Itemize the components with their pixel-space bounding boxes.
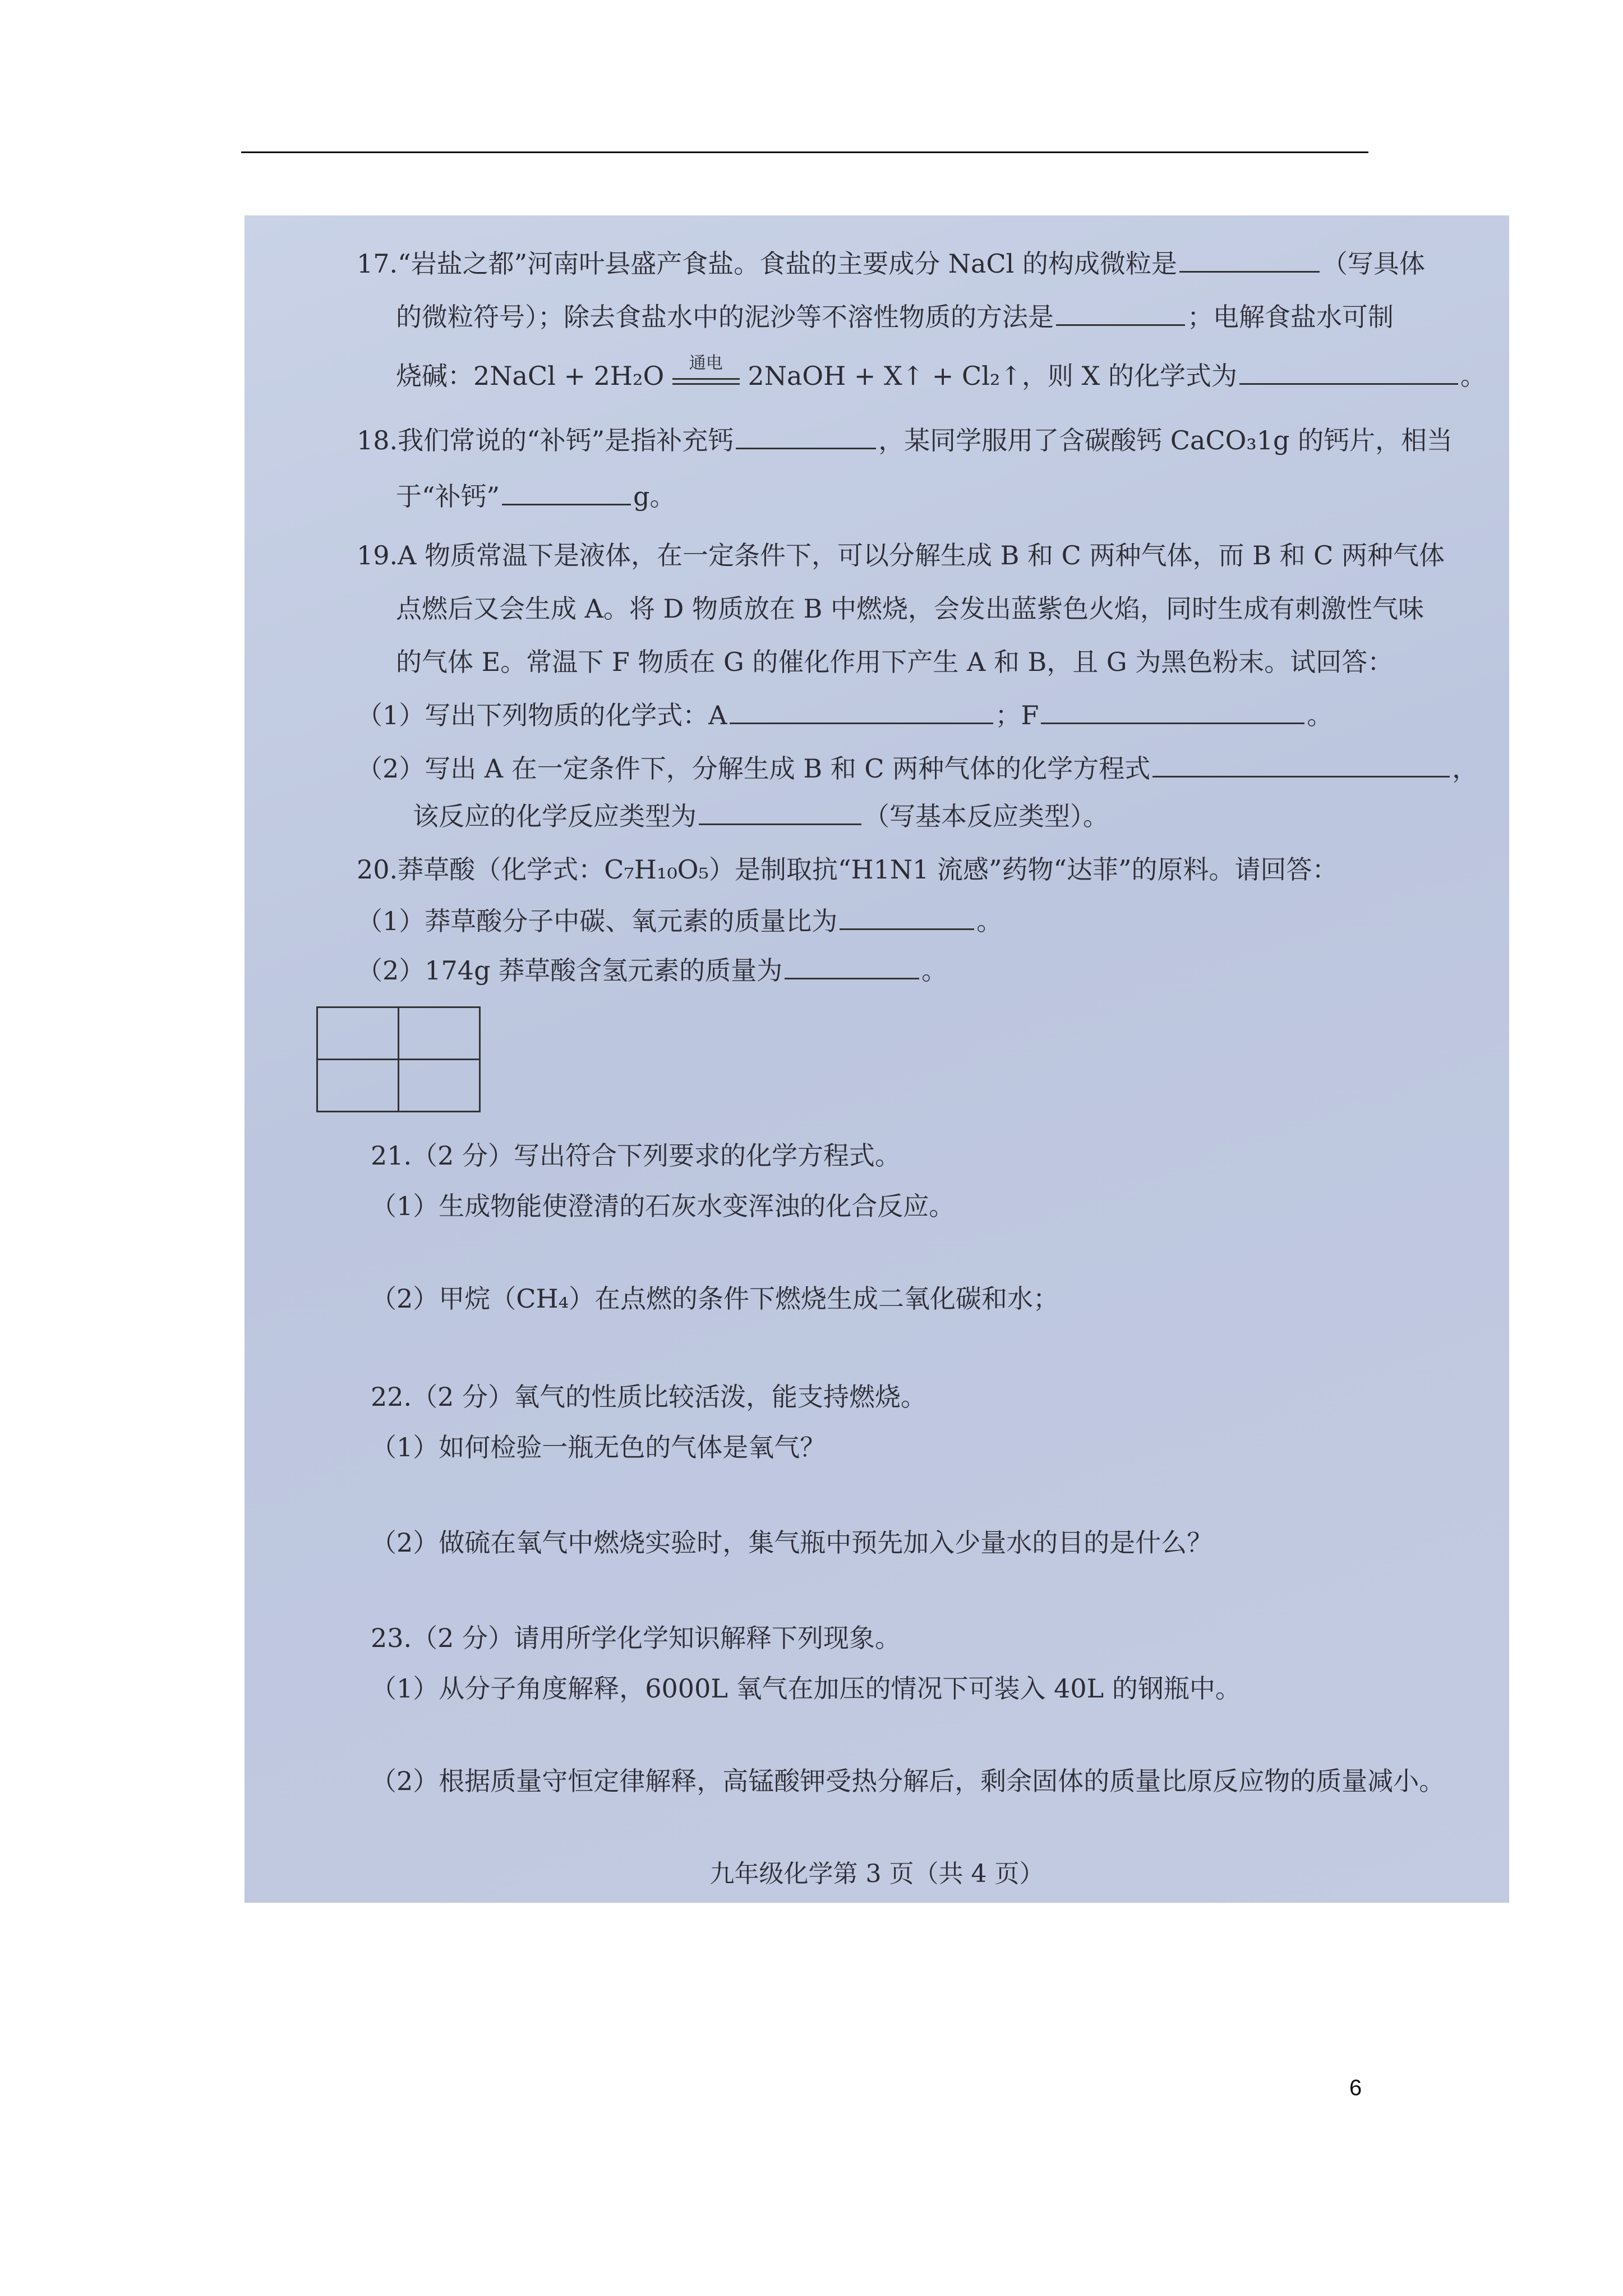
q19-text: （2）写出 A 在一定条件下，分解生成 B 和 C 两种气体的化学方程式 <box>357 753 1151 784</box>
answer-blank[interactable] <box>699 801 861 825</box>
q19-sub2-line2 <box>413 796 1109 833</box>
q19-text: 。 <box>1307 700 1333 730</box>
q22-sub1: （1）如何检验一瓶无色的气体是氧气？ <box>371 1432 826 1462</box>
q18-line2 <box>396 476 676 513</box>
q17-line3 <box>396 353 1486 393</box>
q17-text: ；电解食盐水可制 <box>1187 302 1394 332</box>
q22-sub2: （2）做硫在氧气中燃烧实验时，集气瓶中预先加入少量水的目的是什么？ <box>371 1527 1213 1558</box>
q17-equation-left: 烧碱：2NaCl + 2H₂O <box>396 361 665 391</box>
answer-blank[interactable] <box>1041 700 1304 724</box>
q17-line2 <box>396 297 1394 334</box>
q18-text: 于“补钙” <box>396 481 500 512</box>
grader-label <box>399 1007 480 1060</box>
answer-blank[interactable] <box>1239 361 1458 385</box>
q19-text: （写基本反应类型）。 <box>864 801 1109 831</box>
q19-line1: 19.A 物质常温下是液体，在一定条件下，可以分解生成 B 和 C 两种气体，而 B 和 C 两种气体 <box>357 540 1445 570</box>
q17-equation-right: 2NaOH + X↑ + Cl₂↑，则 X 的化学式为 <box>748 361 1237 391</box>
score-label <box>317 1007 399 1060</box>
q17-line1 <box>357 243 1425 280</box>
q21-sub1: （1）生成物能使澄清的石灰水变浑浊的化合反应。 <box>371 1191 955 1221</box>
q21-sub2: （2）甲烷（CH₄）在点燃的条件下燃烧生成二氧化碳和水； <box>371 1283 1059 1314</box>
q20-sub2 <box>357 950 947 987</box>
reaction-condition: 通电 <box>689 353 723 373</box>
q19-sub2 <box>357 748 1478 785</box>
q19-sub1 <box>357 695 1332 732</box>
reaction-condition-arrow <box>672 353 740 385</box>
q20-text: 。 <box>976 906 1003 936</box>
score-cell[interactable] <box>317 1060 399 1112</box>
grader-cell[interactable] <box>399 1060 480 1112</box>
q20-sub1 <box>357 901 1002 938</box>
answer-blank[interactable] <box>736 425 876 449</box>
answer-blank[interactable] <box>1179 249 1320 273</box>
exam-photo <box>245 215 1509 1903</box>
q20-text: （2）174g 莽草酸含氢元素的质量为 <box>357 955 783 986</box>
q18-line1 <box>357 420 1453 457</box>
score-table <box>316 1006 481 1112</box>
answer-blank[interactable] <box>785 955 919 979</box>
q21-line1: 21.（2 分）写出符合下列要求的化学方程式。 <box>371 1140 901 1171</box>
q17-text: 17.“岩盐之都”河南叶县盛产食盐。食盐的主要成分 NaCl 的构成微粒是 <box>357 249 1178 279</box>
q18-text: ，某同学服用了含碳酸钙 CaCO₃1g 的钙片，相当 <box>878 425 1453 455</box>
q19-text: ， <box>1452 753 1478 784</box>
q23-line1: 23.（2 分）请用所学化学知识解释下列现象。 <box>371 1623 901 1653</box>
q19-text: 该反应的化学反应类型为 <box>413 801 697 831</box>
answer-blank[interactable] <box>730 700 993 724</box>
answer-blank[interactable] <box>840 906 974 930</box>
q22-line1: 22.（2 分）氧气的性质比较活泼，能支持燃烧。 <box>371 1382 927 1412</box>
q19-text: ；F <box>995 700 1039 730</box>
q18-text: 18.我们常说的“补钙”是指补充钙 <box>357 425 734 455</box>
q17-text: 的微粒符号）；除去食盐水中的泥沙等不溶性物质的方法是 <box>396 302 1054 332</box>
q23-sub1: （1）从分子角度解释，6000L 氧气在加压的情况下可装入 40L 的钢瓶中。 <box>371 1673 1241 1704</box>
answer-blank[interactable] <box>1152 753 1450 777</box>
q23-sub2: （2）根据质量守恒定律解释，高锰酸钾受热分解后，剩余固体的质量比原反应物的质量减小。 <box>371 1766 1445 1796</box>
q19-text: （1）写出下列物质的化学式：A <box>357 700 727 730</box>
q20-text: 。 <box>921 955 948 986</box>
answer-blank[interactable] <box>502 481 631 505</box>
q19-line2: 点燃后又会生成 A。将 D 物质放在 B 中燃烧，会发出蓝紫色火焰，同时生成有刺激性气味 <box>396 593 1424 624</box>
exam-footer: 九年级化学第 3 页（共 4 页） <box>709 1860 1044 1888</box>
q17-text: 。 <box>1460 361 1486 391</box>
q20-line1: 20.莽草酸（化学式：C₇H₁₀O₅）是制取抗“H1N1 流感”药物“达菲”的原料。请回答： <box>357 854 1338 885</box>
q17-text: （写具体 <box>1322 249 1426 279</box>
q18-text: g。 <box>633 481 676 512</box>
q19-line3: 的气体 E。常温下 F 物质在 G 的催化作用下产生 A 和 B，且 G 为黑色粉末。试回答： <box>396 647 1394 677</box>
answer-blank[interactable] <box>1056 302 1185 326</box>
page-number: 6 <box>1349 2076 1362 2100</box>
header-rule <box>241 151 1368 153</box>
q20-text: （1）莽草酸分子中碳、氧元素的质量比为 <box>357 906 838 936</box>
